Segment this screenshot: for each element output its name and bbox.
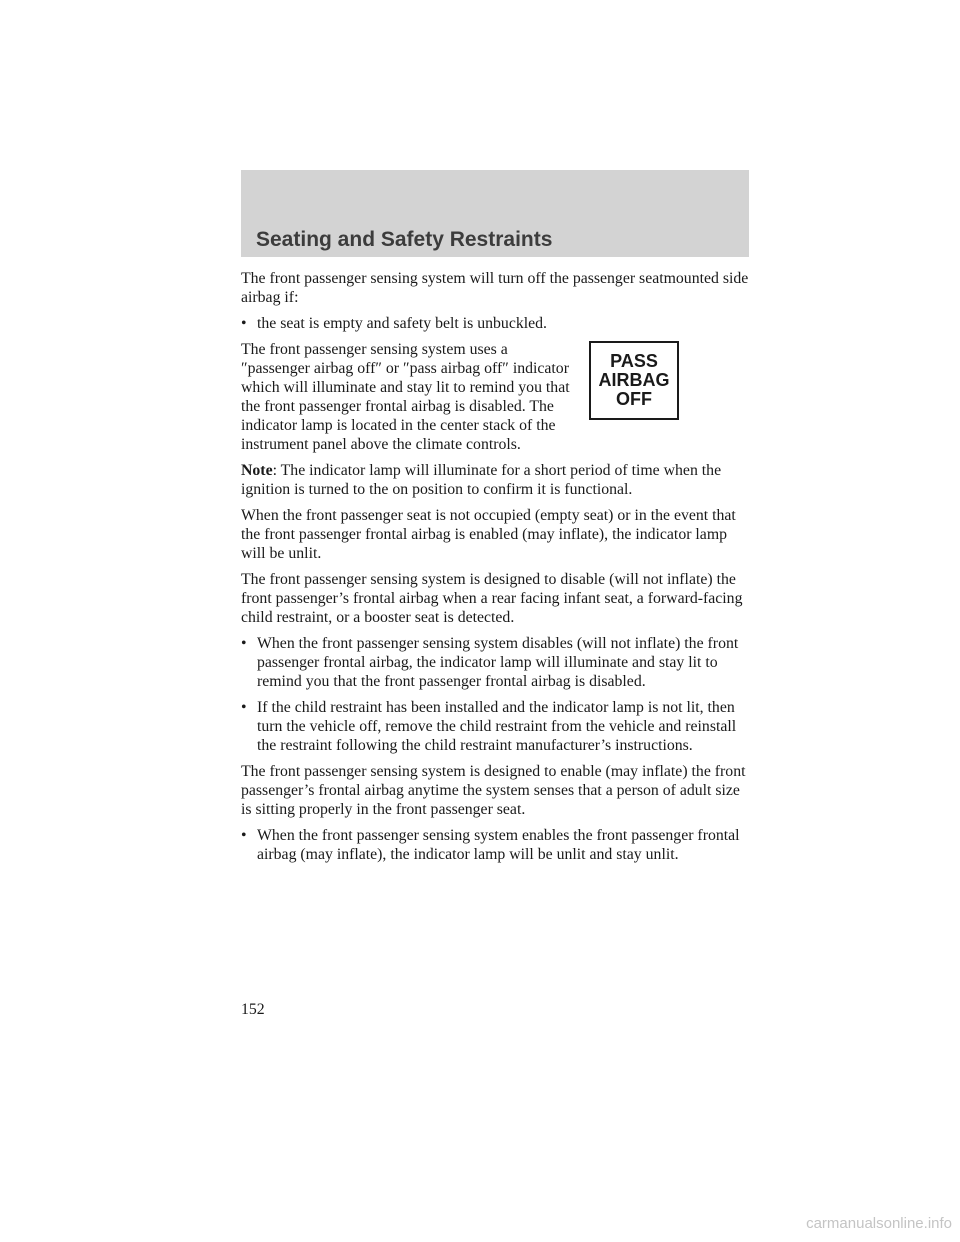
watermark: carmanualsonline.info xyxy=(806,1215,952,1232)
note-label: Note xyxy=(241,462,273,479)
bullet-text: If the child restraint has been installed and the indicator lamp is not lit, then turn the vehicle off, remove the child restraint from the vehicle and reinstall the restraint following the child restraint manufacturer’s instructions. xyxy=(257,699,737,754)
section-title: Seating and Safety Restraints xyxy=(256,228,553,251)
list-item xyxy=(241,314,751,333)
bullet-icon: • xyxy=(241,827,247,844)
indicator-section xyxy=(241,340,751,461)
unlit-paragraph: When the front passenger seat is not occupied (empty seat) or in the event that the front passenger frontal airbag is enabled (may inflate), the indicator lamp will be unlit. xyxy=(241,507,736,562)
note-paragraph xyxy=(241,461,751,499)
page-number: 152 xyxy=(241,1001,265,1018)
bullet-icon: • xyxy=(241,699,247,716)
enable-paragraph: The front passenger sensing system is designed to enable (may inflate) the front passenger’s frontal airbag anytime the system senses that a person of adult size is sitting properly in the front passenger seat. xyxy=(241,763,746,818)
bullet-icon: • xyxy=(241,315,247,332)
disable-paragraph: The front passenger sensing system is designed to disable (will not inflate) the front passenger’s frontal airbag when a rear facing infant seat, a forward-facing child restraint, or a booster seat is detected. xyxy=(241,571,743,626)
indicator-paragraph: The front passenger sensing system uses a ″passenger airbag off″ or ″pass airbag off″ indicator which will illuminate and stay lit to remind you that the front passenger frontal airbag is disabled. The indicator lamp is located in the center stack of the instrument panel above the climate controls. xyxy=(241,341,570,453)
intro-paragraph: The front passenger sensing system will turn off the passenger seatmounted side airbag if: xyxy=(241,270,749,306)
pass-airbag-off-indicator-icon xyxy=(589,341,679,420)
list-item xyxy=(241,634,751,691)
page-content xyxy=(241,269,751,871)
list-item xyxy=(241,698,751,755)
bullet-text: the seat is empty and safety belt is unbuckled. xyxy=(257,315,547,332)
bullet-icon: • xyxy=(241,635,247,652)
bullet-text: When the front passenger sensing system disables (will not inflate) the front passenger frontal airbag, the indicator lamp will illuminate and stay lit to remind you that the front passenger frontal airbag is disabled. xyxy=(257,635,739,690)
section-header xyxy=(241,170,749,257)
indicator-lamp-label: PASS AIRBAG OFF xyxy=(598,351,670,409)
list-item xyxy=(241,826,751,864)
bullet-text: When the front passenger sensing system enables the front passenger frontal airbag (may inflate), the indicator lamp will be unlit and stay unlit. xyxy=(257,827,740,863)
note-text: : The indicator lamp will illuminate for a short period of time when the ignition is turned to the on position to confirm it is functional. xyxy=(241,462,722,498)
